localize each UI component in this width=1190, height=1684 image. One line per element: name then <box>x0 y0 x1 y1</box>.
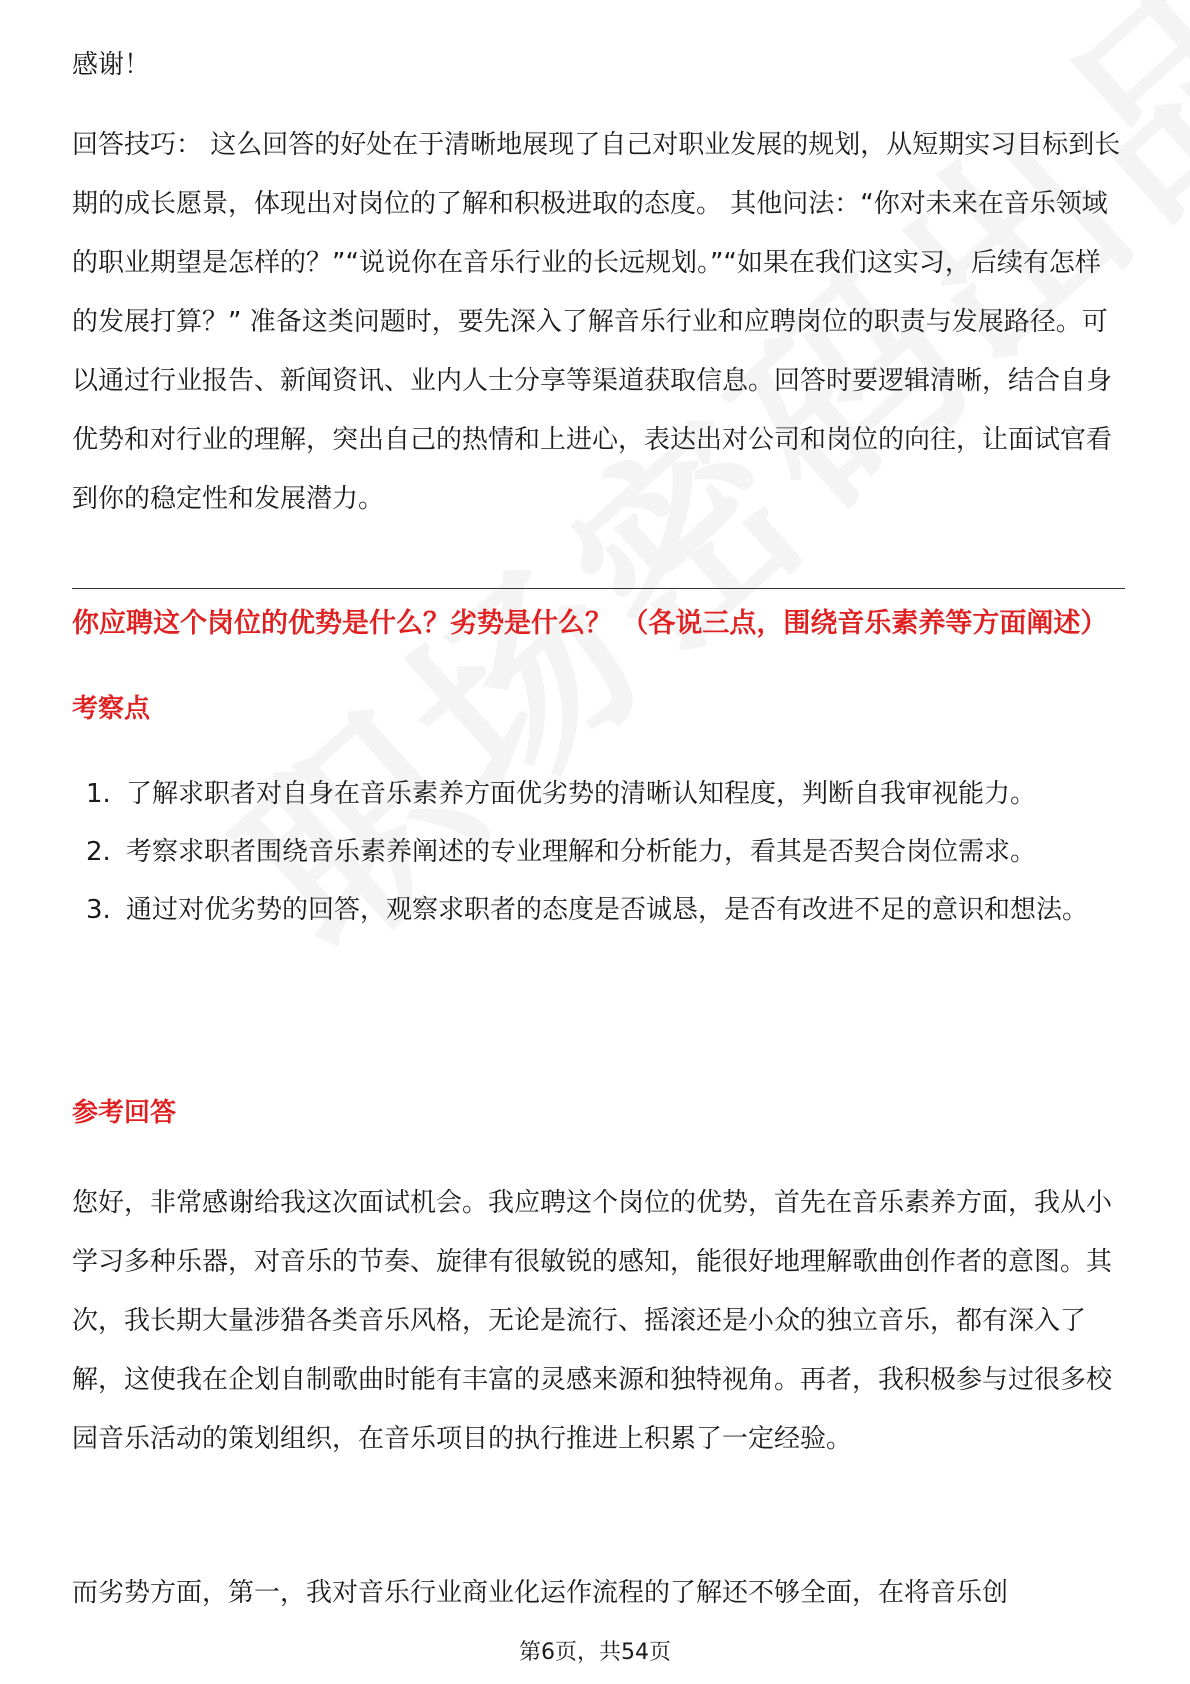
key-points-list <box>72 765 1125 939</box>
list-item-text: 通过对优劣势的回答，观察求职者的态度是否诚恳，是否有改进不足的意识和想法。 <box>126 895 1089 925</box>
list-item-number: 2. <box>86 837 111 867</box>
list-item <box>72 765 1125 823</box>
reference-answer-heading: 参考回答 <box>72 1098 177 1128</box>
intro-line: 感谢！ <box>72 50 151 80</box>
list-item-number: 3. <box>86 895 111 925</box>
question-heading: 你应聘这个岗位的优势是什么？劣势是什么？ （各说三点，围绕音乐素养等方面阐述） <box>72 608 1108 639</box>
section-divider <box>72 588 1125 589</box>
list-item-number: 1. <box>86 779 111 809</box>
answer-paragraph: 而劣势方面，第一，我对音乐行业商业化运作流程的了解还不够全面，在将音乐创 <box>72 1578 1009 1608</box>
list-item <box>72 881 1125 939</box>
list-item <box>72 823 1125 881</box>
answer-paragraph: 您好，非常感谢给我这次面试机会。我应聘这个岗位的优势，首先在音乐素养方面，我从小学习多种乐器，对音乐的节奏、旋律有很敏锐的感知，能很好地理解歌曲创作者的意图。其次，我长期大量涉猎各类音乐风格，无论是流行、摇滚还是小众的独立音乐，都有深入了解，这使我在企划自制歌曲时能有丰富的灵感来源和独特视角。再者，我积极参与过很多校园音乐活动的策划组织，在音乐项目的执行推进上积累了一定经验。 <box>72 1188 1113 1454</box>
list-item-text: 了解求职者对自身在音乐素养方面优劣势的清晰认知程度，判断自我审视能力。 <box>126 779 1037 809</box>
list-item-text: 考察求职者围绕音乐素养阐述的专业理解和分析能力，看其是否契合岗位需求。 <box>126 837 1037 867</box>
tip-paragraph: 回答技巧： 这么回答的好处在于清晰地展现了自己对职业发展的规划，从短期实习目标到长期的成长愿景，体现出对岗位的了解和积极进取的态度。 其他问法：“你对未来在音乐领域的职业期望是怎样的？”“说说你在音乐行业的长远规划。”“如果在我们这实习，后续有怎样的发展打算？” 准备这类问题时，要先深入了解音乐行业和应聘岗位的职责与发展路径。可以通过行业报告、新闻资讯、业内人士分享等渠道获取信息。回答时要逻辑清晰，结合自身优势和对行业的理解，突出自己的热情和上进心，表达出对公司和岗位的向往，让面试官看到你的稳定性和发展潜力。 <box>72 130 1121 514</box>
key-points-heading: 考察点 <box>72 694 151 724</box>
page-footer: 第6页，共54页 <box>519 1640 671 1665</box>
